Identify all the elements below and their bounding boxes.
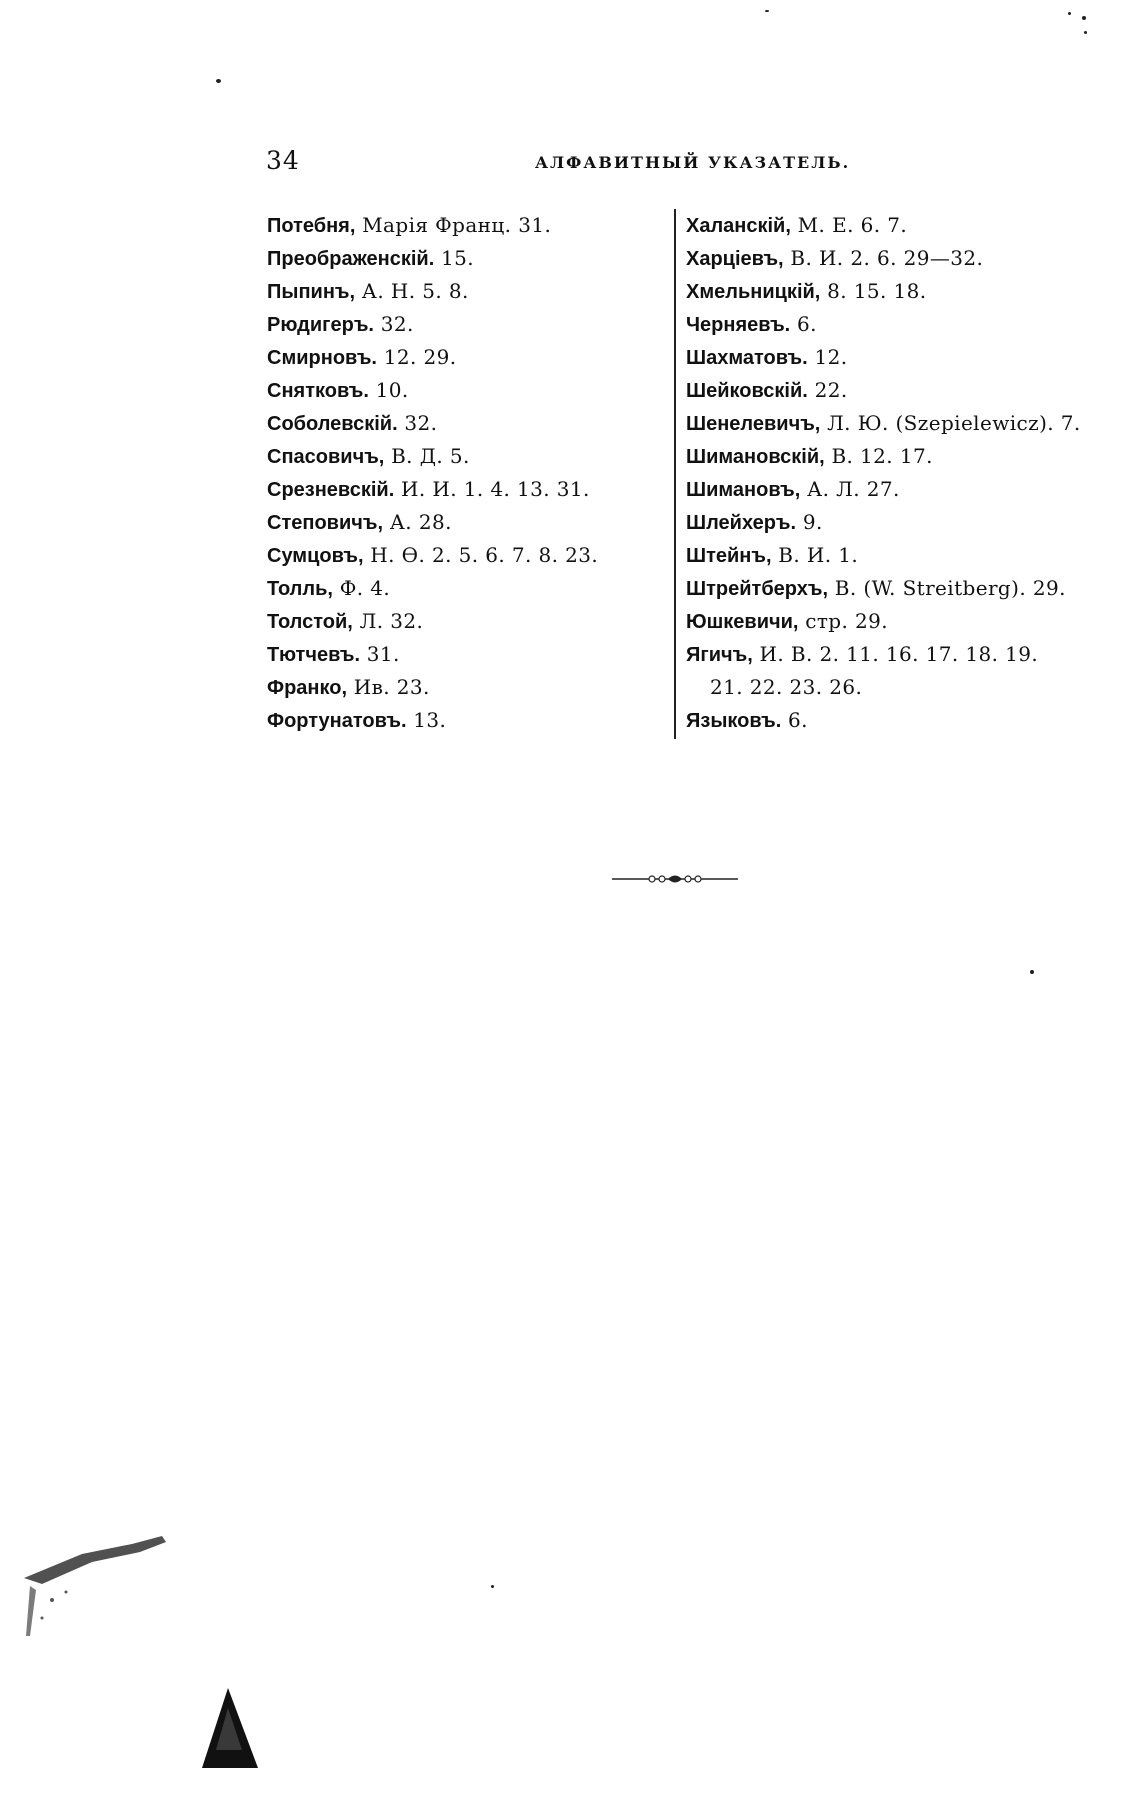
scan-speck [491, 1585, 494, 1588]
index-entry-references: Ф. 4. [332, 576, 391, 600]
index-entry-references: 32. [397, 411, 438, 435]
index-entry-references: стр. 29. [798, 609, 889, 633]
index-entry [686, 275, 1081, 308]
index-entry-references: Н. Ѳ. 2. 5. 6. 7. 8. 23. [363, 543, 599, 567]
index-entry-references: 12. 29. [376, 345, 457, 369]
index-entry-references: В. (W. Streitberg). 29. [828, 576, 1066, 600]
index-entry [267, 473, 598, 506]
index-entry [267, 209, 598, 242]
index-entry [686, 638, 1081, 671]
index-entry-name: Смирновъ. [267, 347, 377, 369]
index-entry-name: Шлейхеръ. [686, 512, 797, 534]
index-entry-references: А. 28. [383, 510, 452, 534]
index-column-right [686, 209, 1081, 737]
scan-speck [765, 10, 769, 12]
index-entry-name: Хмельницкій, [686, 281, 821, 303]
index-entry-continuation [686, 671, 1081, 704]
index-entry [267, 275, 598, 308]
index-entry [686, 506, 1081, 539]
index-entry-name: Сумцовъ, [267, 545, 364, 567]
index-entry-name: Шенелевичъ, [686, 413, 821, 435]
index-entry [267, 638, 598, 671]
index-entry-name: Рюдигеръ. [267, 314, 374, 336]
index-entry-references: М. Е. 6. 7. [790, 213, 908, 237]
index-entry [686, 572, 1081, 605]
index-entry-name: Шимановъ, [686, 479, 801, 501]
scan-speck [1082, 16, 1086, 20]
index-entry-references: В. И. 1. [771, 543, 859, 567]
index-entry-name: Толль, [267, 578, 333, 600]
index-entry-name: Черняевъ. [686, 314, 791, 336]
index-entry-references: 10. [368, 378, 409, 402]
index-entry [267, 341, 598, 374]
index-entry [267, 671, 598, 704]
index-entry-name: Халанскій, [686, 215, 791, 237]
index-entry-references: В. 12. 17. [824, 444, 933, 468]
column-divider [674, 209, 676, 739]
index-entry-name: Ягичъ, [686, 644, 753, 666]
index-column-left [267, 209, 598, 737]
index-entry [267, 572, 598, 605]
index-entry [686, 407, 1081, 440]
index-entry [267, 374, 598, 407]
index-entry-name: Толстой, [267, 611, 353, 633]
index-entry [267, 539, 598, 572]
index-entry-name: Соболевскій. [267, 413, 398, 435]
index-entry [686, 605, 1081, 638]
index-entry-references: А. Н. 5. 8. [355, 279, 469, 303]
page-number: 34 [266, 146, 300, 175]
index-entry-name: Юшкевичи, [686, 611, 799, 633]
index-entry-name: Харціевъ, [686, 248, 784, 270]
index-entry [267, 440, 598, 473]
index-entry [686, 242, 1081, 275]
index-entry [267, 308, 598, 341]
index-entry [267, 704, 598, 737]
index-entry-name: Снятковъ. [267, 380, 369, 402]
index-entry [686, 209, 1081, 242]
index-entry-references: 15. [434, 246, 475, 270]
index-entry-references: 6. [790, 312, 817, 336]
index-entry [686, 539, 1081, 572]
index-entry [686, 704, 1081, 737]
index-entry [686, 341, 1081, 374]
index-entry-name: Шимановскій, [686, 446, 825, 468]
index-entry-references: 31. [360, 642, 400, 666]
scan-corner-mark [202, 1688, 262, 1770]
index-entry [686, 473, 1081, 506]
index-entry-name: Спасовичъ, [267, 446, 385, 468]
index-entry-name: Штрейтберхъ, [686, 578, 829, 600]
scan-speck [1030, 970, 1034, 974]
index-entry [686, 374, 1081, 407]
index-entry-name: Языковъ. [686, 710, 782, 732]
scan-speck [1068, 12, 1071, 15]
index-entry-references: А. Л. 27. [800, 477, 900, 501]
index-entry-references: Ив. 23. [347, 675, 430, 699]
index-entry-references: В. Д. 5. [384, 444, 470, 468]
index-entry-references: В. И. 2. 6. 29—32. [783, 246, 984, 270]
index-entry-references: Л. 32. [352, 609, 424, 633]
index-entry-references: 32. [373, 312, 414, 336]
index-entry-name: Фортунатовъ. [267, 710, 407, 732]
running-head-title: АЛФАВИТНЫЙ УКАЗАТЕЛЬ. [535, 153, 851, 172]
index-entry-name: Преображенскій. [267, 248, 435, 270]
scan-edge-mark [22, 1526, 172, 1676]
index-entry [267, 506, 598, 539]
index-entry-name: Потебня, [267, 215, 356, 237]
index-entry-references: 9. [796, 510, 823, 534]
index-entry-references: Л. Ю. (Szepielewicz). 7. [820, 411, 1081, 435]
index-entry-references: Марія Франц. 31. [355, 213, 552, 237]
index-entry [267, 242, 598, 275]
index-entry-references: 21. 22. 23. 26. [710, 675, 863, 699]
end-ornament [612, 872, 738, 886]
index-entry-references: 12. [807, 345, 848, 369]
index-entry-name: Степовичъ, [267, 512, 383, 534]
index-entry-name: Тютчевъ. [267, 644, 360, 666]
scan-speck [1084, 31, 1087, 34]
index-entry [686, 440, 1081, 473]
index-entry-name: Срезневскій. [267, 479, 395, 501]
scan-speck [216, 79, 221, 83]
index-entry-references: 6. [781, 708, 808, 732]
index-entry-name: Штейнъ, [686, 545, 772, 567]
index-entry [267, 407, 598, 440]
index-entry-name: Шахматовъ. [686, 347, 808, 369]
index-entry-references: 8. 15. 18. [820, 279, 927, 303]
index-entry-references: 13. [406, 708, 447, 732]
index-entry [267, 605, 598, 638]
index-entry-references: И. И. 1. 4. 13. 31. [394, 477, 590, 501]
index-entry-references: И. В. 2. 11. 16. 17. 18. 19. [752, 642, 1039, 666]
index-entry-name: Шейковскій. [686, 380, 808, 402]
index-entry-name: Пыпинъ, [267, 281, 356, 303]
index-entry [686, 308, 1081, 341]
index-entry-name: Франко, [267, 677, 348, 699]
index-entry-references: 22. [807, 378, 848, 402]
